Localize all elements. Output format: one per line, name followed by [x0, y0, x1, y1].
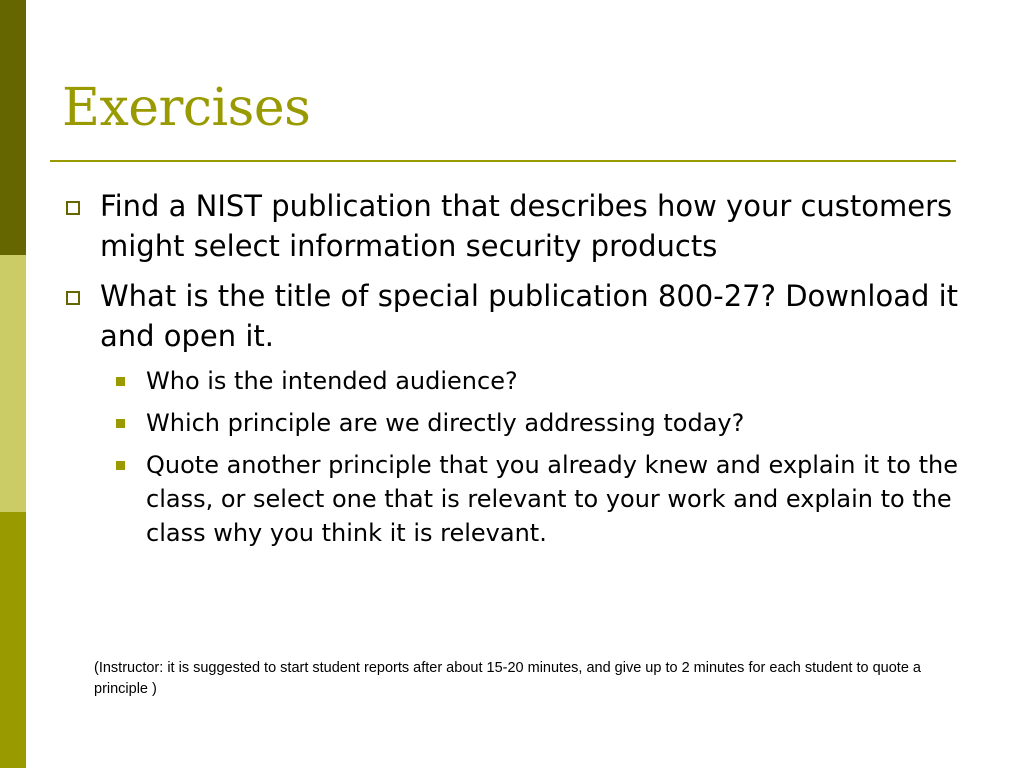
bullet-text: Find a NIST publication that describes how your customers might select information security products [100, 189, 953, 263]
bullet-text: What is the title of special publication 800-27? Download it and open it. [100, 279, 959, 353]
sub-bullet-item [62, 364, 962, 398]
side-band-top [0, 0, 26, 255]
instructor-note: (Instructor: it is suggested to start student reports after about 15-20 minutes, and give up to 2 minutes for each student to quote a principle ) [94, 660, 921, 697]
title-underline [50, 160, 956, 162]
hollow-square-bullet-icon [66, 201, 80, 215]
sub-bullet-list [62, 364, 962, 550]
bullet-item [62, 276, 962, 356]
slide-body [62, 186, 962, 558]
sub-bullet-item [62, 448, 962, 550]
filled-square-bullet-icon [116, 461, 125, 470]
sub-bullet-text: Quote another principle that you already knew and explain it to the class, or select one that is relevant to your work and explain to the class why you think it is relevant. [146, 451, 958, 547]
hollow-square-bullet-icon [66, 291, 80, 305]
slide-title: Exercises [62, 78, 311, 138]
filled-square-bullet-icon [116, 377, 125, 386]
filled-square-bullet-icon [116, 419, 125, 428]
bullet-item [62, 186, 962, 266]
sub-bullet-text: Who is the intended audience? [146, 367, 518, 395]
sub-bullet-text: Which principle are we directly addressing today? [146, 409, 745, 437]
sub-bullet-item [62, 406, 962, 440]
side-band-bottom [0, 512, 26, 768]
side-band-middle [0, 255, 26, 512]
